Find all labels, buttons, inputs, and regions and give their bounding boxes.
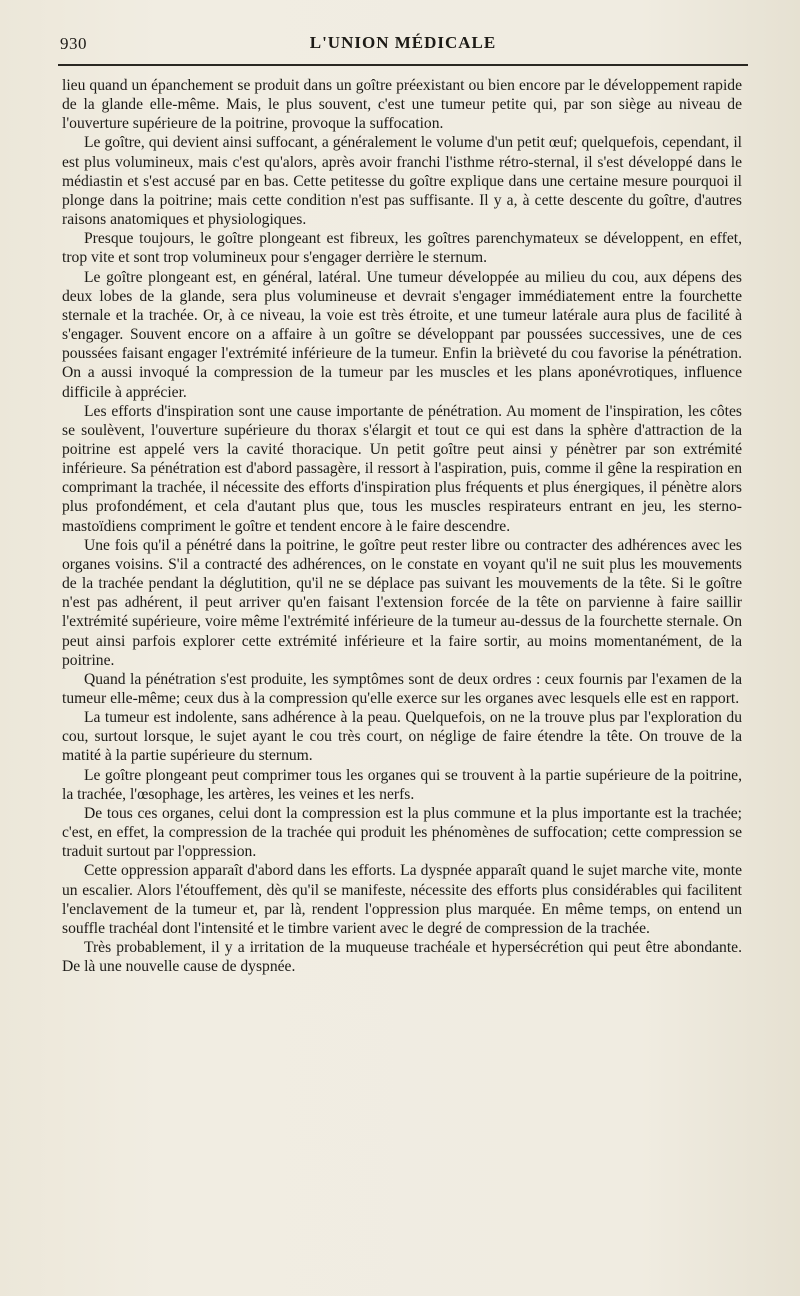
paragraph: Presque toujours, le goître plongeant est fibreux, les goîtres parenchymateux se développent, en effet, trop vite et sont trop volumineux pour s'engager derrière le sternum. <box>62 230 742 267</box>
paragraph: Le goître plongeant est, en général, latéral. Une tumeur développée au milieu du cou, aux dépens des deux lobes de la glande, sera plus volumineuse et devrait s'engager immédiatement entre la fourchette sternale et la trachée. Or, à ce niveau, la voie est très étroite, et une tumeur latérale aura plus de facilité à s'engager. Souvent encore on a affaire à un goître se développant par poussées successives, une de ces poussées faisant engager l'extrémité inférieure de la tumeur. Enfin la brièveté du cou favorise la pénétration. On a aussi invoqué la compression de la tumeur par les muscles et les plans aponévrotiques, influence difficile à apprécier. <box>62 268 742 401</box>
paragraph: Très probablement, il y a irritation de la muqueuse trachéale et hypersécrétion qui peut être abondante. De là une nouvelle cause de dyspnée. <box>62 939 742 976</box>
paragraph: De tous ces organes, celui dont la compression est la plus commune et la plus importante est la trachée; c'est, en effet, la compression de la trachée qui produit les phénomènes de suffocation; cette compression se traduit surtout par l'oppression. <box>62 804 742 861</box>
page-number: 930 <box>60 34 87 53</box>
header-rule <box>58 64 748 66</box>
paragraph: Les efforts d'inspiration sont une cause importante de pénétration. Au moment de l'inspiration, les côtes se soulèvent, l'ouverture supérieure du thorax s'élargit et tout ce qui est dans la sphère d'attraction de la poitrine est appelé vers la cavité thoracique. Un petit goître peut ainsi y pénètrer par son extrémité inférieure. Sa pénétration est d'abord passagère, il ressort à l'aspiration, puis, comme il gêne la respiration en comprimant la trachée, il nécessite des efforts d'inspiration plus fréquents et plus énergiques, il pénètre alors plus profondément, et cela d'autant plus que, tous les muscles respirateurs entrant en jeu, les sterno-mastoïdiens compriment le goître et tendent encore à le faire descendre. <box>62 402 742 535</box>
paragraph: Quand la pénétration s'est produite, les symptômes sont de deux ordres : ceux fournis par l'examen de la tumeur elle-même; ceux dus à la compression qu'elle exerce sur les organes avec lesquels elle est en rapport. <box>62 670 742 707</box>
paragraph: Une fois qu'il a pénétré dans la poitrine, le goître peut rester libre ou contracter des adhérences avec les organes voisins. S'il a contracté des adhérences, on le constate en voyant qu'il ne suit plus les mouvements de la trachée pendant la déglutition, qu'il ne se déplace pas suivant les mouvements de la tête. Si le goître n'est pas adhérent, il peut arriver qu'en faisant l'extension forcée de la tête on parvienne à faire saillir l'extrémité supérieure, voire même l'extrémité inférieure de la tumeur au-dessus de la fourchette sternale. On peut ainsi parfois explorer cette extrémité inférieure et la faire sortir, au moins momentanément, de la poitrine. <box>62 536 742 669</box>
paragraph: La tumeur est indolente, sans adhérence à la peau. Quelquefois, on ne la trouve plus par l'exploration du cou, surtout lorsque, le sujet ayant le cou très court, on néglige de faire étendre la tête. On trouve de la matité à la partie supérieure du sternum. <box>62 709 742 765</box>
paragraph: Le goître plongeant peut comprimer tous les organes qui se trouvent à la partie supérieure de la poitrine, la trachée, l'œsophage, les artères, les veines et les nerfs. <box>62 766 742 803</box>
body-text <box>62 76 742 976</box>
running-title: L'UNION MÉDICALE <box>309 33 497 52</box>
paragraph: lieu quand un épanchement se produit dans un goître préexistant ou bien encore par le développement rapide de la glande elle-même. Mais, le plus souvent, c'est une tumeur petite qui, par son siège au niveau de l'ouverture supérieure de la poitrine, provoque la suffocation. <box>62 77 742 133</box>
paragraph: Le goître, qui devient ainsi suffocant, a généralement le volume d'un petit œuf; quelquefois, cependant, il est plus volumineux, mais c'est qu'alors, après avoir franchi l'isthme rétro-sternal, il s'est développé dans le médiastin et s'est accusé par en bas. Cette petitesse du goître explique dans une certaine mesure pourquoi il plonge dans la poitrine; mais cette condition n'est pas suffisante. Il y a, à cette descente du goître, d'autres raisons anatomiques et physiologiques. <box>62 134 742 229</box>
page-header <box>58 30 748 60</box>
paragraph: Cette oppression apparaît d'abord dans les efforts. La dyspnée apparaît quand le sujet marche vite, monte un escalier. Alors l'étouffement, dès qu'il se manifeste, nécessite des efforts plus considérables qui facilitent l'enclavement de la tumeur et, par là, rendent l'oppression plus marquée. En même temps, on entend un souffle trachéal dont l'intensité et le timbre varient avec le degré de compression de la trachée. <box>62 862 742 937</box>
